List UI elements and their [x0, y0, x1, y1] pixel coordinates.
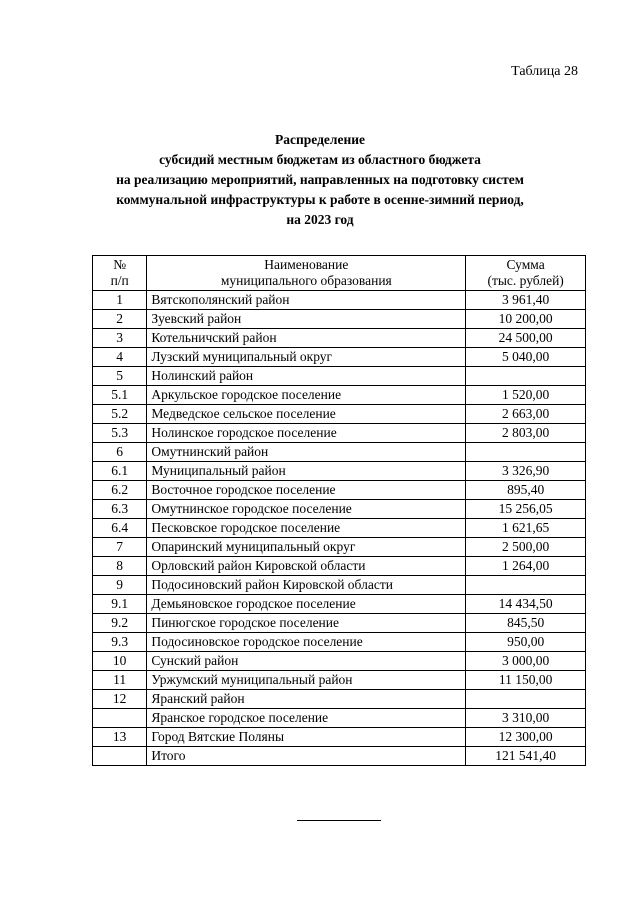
row-number: 2: [93, 310, 147, 329]
row-sum: 10 200,00: [466, 310, 586, 329]
row-number: 12: [93, 690, 147, 709]
row-name: Сунский район: [147, 652, 466, 671]
table-row: [93, 595, 586, 614]
row-sum: 950,00: [466, 633, 586, 652]
table-row: [93, 329, 586, 348]
row-number: 6: [93, 443, 147, 462]
row-name: Город Вятские Поляны: [147, 728, 466, 747]
row-number: 6.4: [93, 519, 147, 538]
header-sum-line2: (тыс. рублей): [487, 273, 564, 288]
table-row: [93, 367, 586, 386]
header-num: [93, 256, 147, 291]
row-number: 1: [93, 291, 147, 310]
row-sum: 15 256,05: [466, 500, 586, 519]
row-name: Нолинское городское поселение: [147, 424, 466, 443]
title-line: коммунальной инфраструктуры к работе в осенне-зимний период,: [116, 192, 524, 207]
row-number: 8: [93, 557, 147, 576]
row-name: Орловский район Кировской области: [147, 557, 466, 576]
row-name: Омутнинский район: [147, 443, 466, 462]
row-number: 4: [93, 348, 147, 367]
row-sum: 3 326,90: [466, 462, 586, 481]
row-sum: 3 961,40: [466, 291, 586, 310]
title-line: субсидий местным бюджетам из областного бюджета: [159, 152, 481, 167]
row-sum: 3 310,00: [466, 709, 586, 728]
row-name: Котельничский район: [147, 329, 466, 348]
title-line: на 2023 год: [286, 212, 354, 227]
table-row: [93, 500, 586, 519]
table-row: [93, 538, 586, 557]
row-sum: 11 150,00: [466, 671, 586, 690]
table-row: [93, 747, 586, 766]
row-name: Зуевский район: [147, 310, 466, 329]
row-name: Демьяновское городское поселение: [147, 595, 466, 614]
row-sum: 845,50: [466, 614, 586, 633]
row-name: Подосиновское городское поселение: [147, 633, 466, 652]
row-sum: 1 264,00: [466, 557, 586, 576]
row-sum: [466, 576, 586, 595]
row-number: 9.3: [93, 633, 147, 652]
row-number: 5.3: [93, 424, 147, 443]
row-number: 9.2: [93, 614, 147, 633]
row-name: Аркульское городское поселение: [147, 386, 466, 405]
header-num-line2: п/п: [110, 273, 129, 288]
row-name: Яранский район: [147, 690, 466, 709]
row-number: 6.3: [93, 500, 147, 519]
table-row: [93, 443, 586, 462]
row-number: 9.1: [93, 595, 147, 614]
row-name: Нолинский район: [147, 367, 466, 386]
table-row: [93, 690, 586, 709]
table-row: [93, 310, 586, 329]
row-name: Лузский муниципальный округ: [147, 348, 466, 367]
row-number: 5: [93, 367, 147, 386]
header-row: [93, 256, 586, 291]
title-line: Распределение: [274, 132, 366, 147]
row-number: [93, 747, 147, 766]
row-sum: 121 541,40: [466, 747, 586, 766]
row-sum: [466, 690, 586, 709]
table-row: [93, 709, 586, 728]
row-sum: 1 520,00: [466, 386, 586, 405]
row-sum: 2 500,00: [466, 538, 586, 557]
row-name: Песковское городское поселение: [147, 519, 466, 538]
row-sum: 5 040,00: [466, 348, 586, 367]
header-name-line1: Наименование: [264, 257, 349, 272]
document-title: [0, 130, 640, 230]
table-row: [93, 291, 586, 310]
table-row: [93, 348, 586, 367]
table-row: [93, 519, 586, 538]
table-row: [93, 576, 586, 595]
table-row: [93, 728, 586, 747]
row-sum: 3 000,00: [466, 652, 586, 671]
table-row: [93, 633, 586, 652]
row-number: 11: [93, 671, 147, 690]
header-num-line1: №: [113, 257, 127, 272]
row-number: 7: [93, 538, 147, 557]
title-line: на реализацию мероприятий, направленных на подготовку систем: [116, 172, 524, 187]
row-sum: [466, 443, 586, 462]
table-row: [93, 614, 586, 633]
row-number: 5.2: [93, 405, 147, 424]
row-name: Муниципальный район: [147, 462, 466, 481]
row-name: Восточное городское поселение: [147, 481, 466, 500]
row-number: 6.2: [93, 481, 147, 500]
row-name: Подосиновский район Кировской области: [147, 576, 466, 595]
row-name: Уржумский муниципальный район: [147, 671, 466, 690]
table-row: [93, 557, 586, 576]
header-sum: [466, 256, 586, 291]
header-sum-line1: Сумма: [506, 257, 545, 272]
table-row: [93, 481, 586, 500]
row-sum: 895,40: [466, 481, 586, 500]
row-number: 5.1: [93, 386, 147, 405]
row-name: Опаринский муниципальный округ: [147, 538, 466, 557]
header-name-line2: муниципального образования: [220, 273, 392, 288]
table-row: [93, 386, 586, 405]
table-label: Таблица 28: [511, 64, 578, 79]
table-row: [93, 405, 586, 424]
header-name: [147, 256, 466, 291]
row-sum: 1 621,65: [466, 519, 586, 538]
row-sum: [466, 367, 586, 386]
row-number: 3: [93, 329, 147, 348]
row-name: Пинюгское городское поселение: [147, 614, 466, 633]
row-number: 13: [93, 728, 147, 747]
table-row: [93, 462, 586, 481]
row-sum: 12 300,00: [466, 728, 586, 747]
table-row: [93, 671, 586, 690]
row-name: Итого: [147, 747, 466, 766]
row-number: 6.1: [93, 462, 147, 481]
subsidy-table: [92, 255, 586, 766]
table-row: [93, 652, 586, 671]
row-name: Яранское городское поселение: [147, 709, 466, 728]
row-number: 9: [93, 576, 147, 595]
row-sum: 2 663,00: [466, 405, 586, 424]
bottom-rule: [297, 820, 381, 821]
row-sum: 14 434,50: [466, 595, 586, 614]
row-name: Вятскополянский район: [147, 291, 466, 310]
row-number: [93, 709, 147, 728]
row-number: 10: [93, 652, 147, 671]
row-name: Омутнинское городское поселение: [147, 500, 466, 519]
row-sum: 2 803,00: [466, 424, 586, 443]
table-row: [93, 424, 586, 443]
row-name: Медведское сельское поселение: [147, 405, 466, 424]
row-sum: 24 500,00: [466, 329, 586, 348]
